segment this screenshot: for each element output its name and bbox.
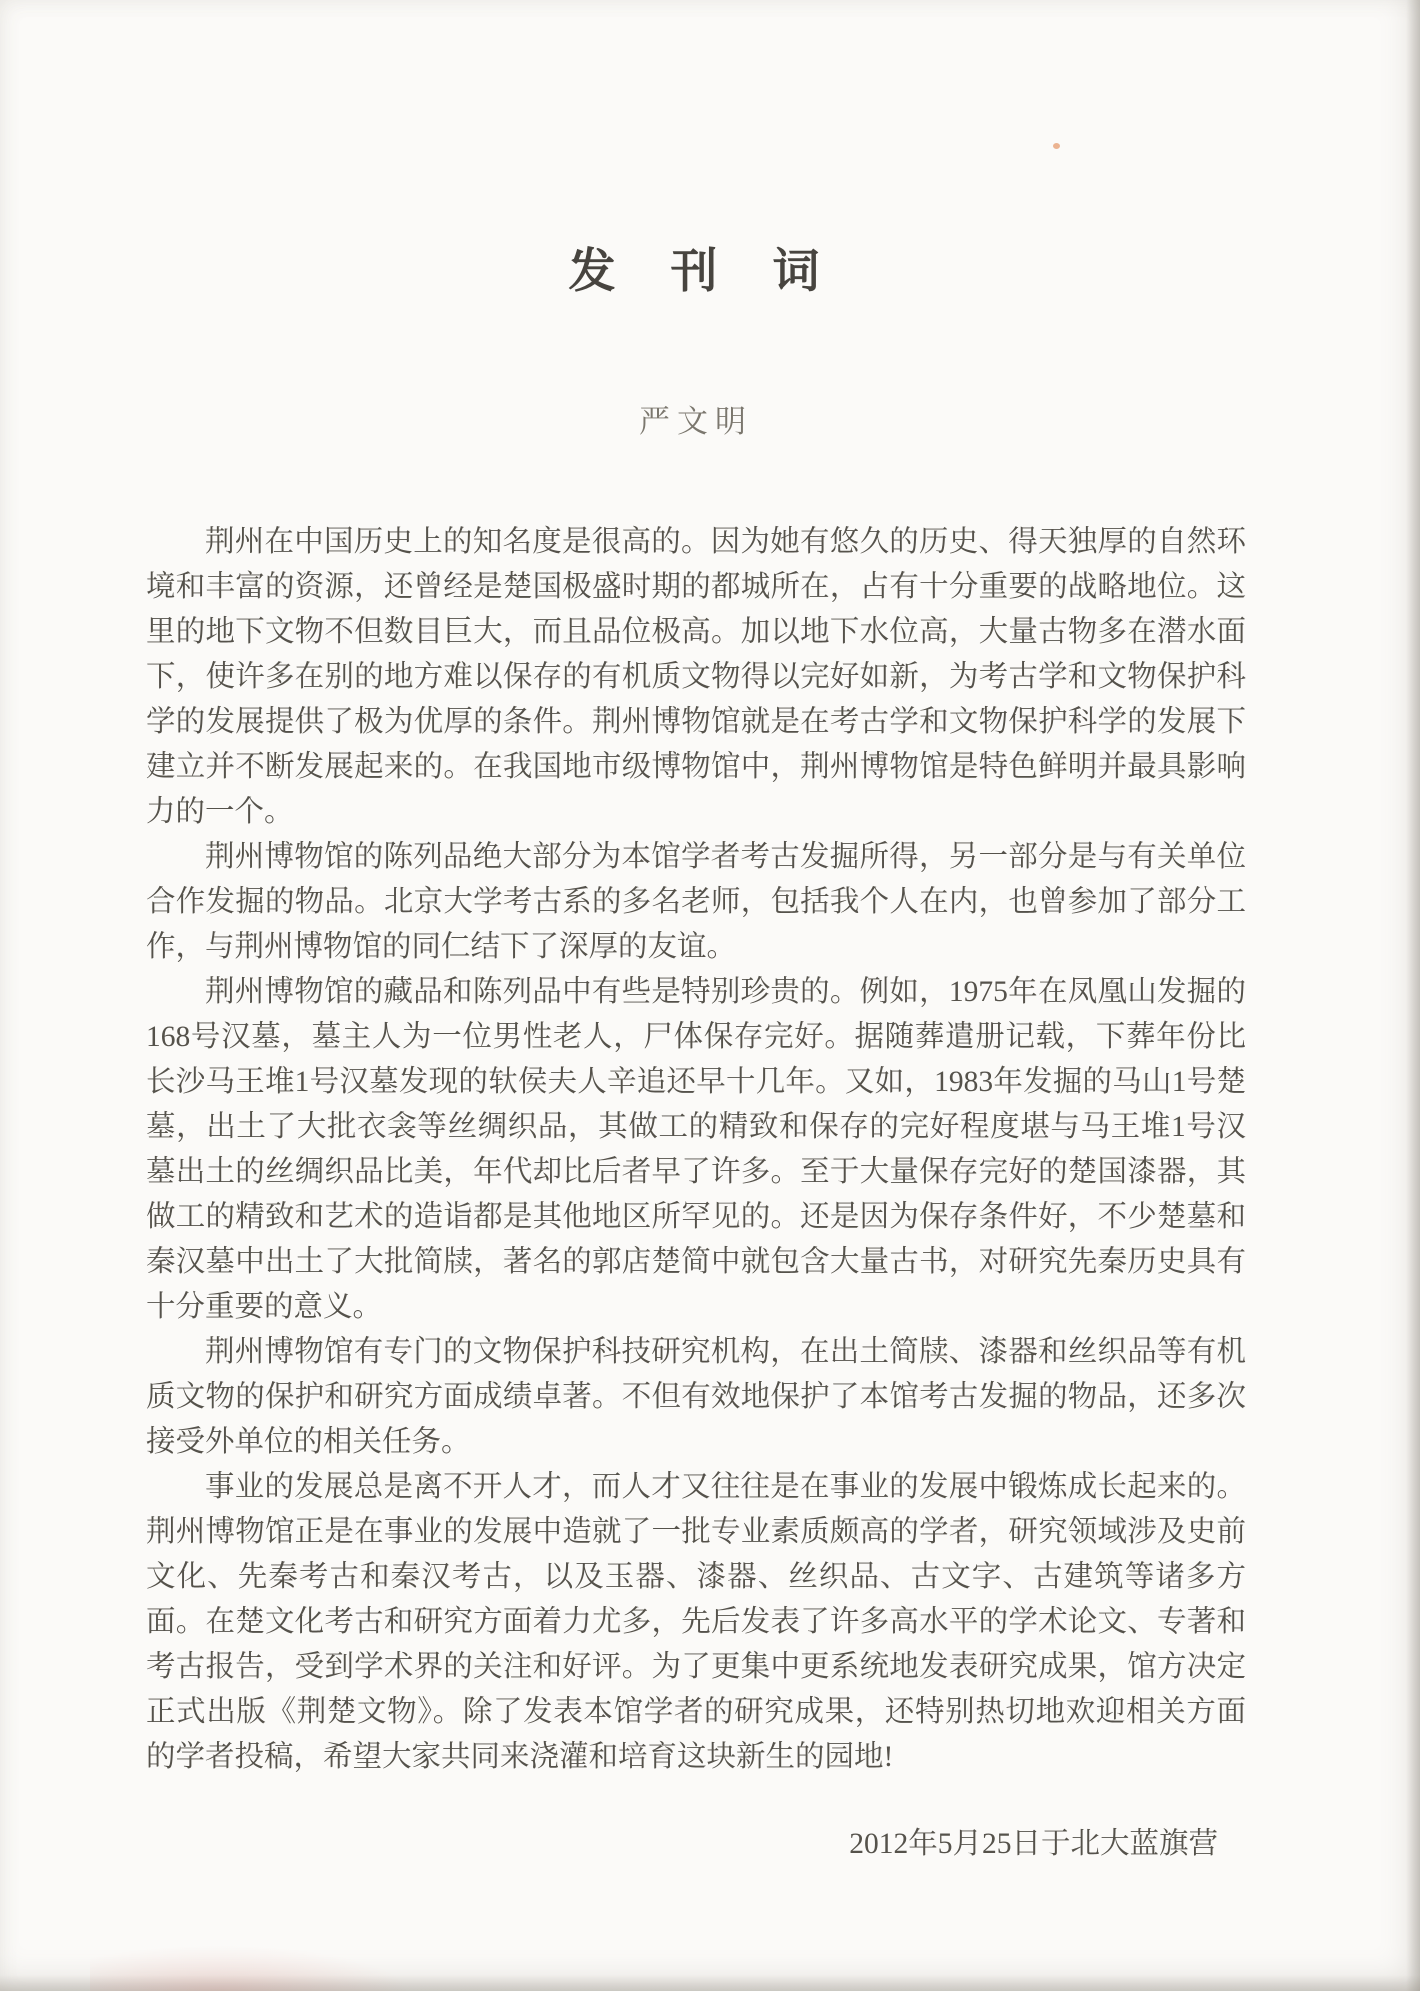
scan-edge-shadow-right bbox=[1406, 0, 1420, 1991]
foreword-paragraph-1: 荆州在中国历史上的知名度是很高的。因为她有悠久的历史、得天独厚的自然环境和丰富的资源，还曾经是楚国极盛时期的都城所在，占有十分重要的战略地位。这里的地下文物不但数目巨大，而且品位极高。加以地下水位高，大量古物多在潜水面下，使许多在别的地方难以保存的有机质文物得以完好如新，为考古学和文物保护科学的发展提供了极为优厚的条件。荆州博物馆就是在考古学和文物保护科学的发展下建立并不断发展起来的。在我国地市级博物馆中，荆州博物馆是特色鲜明并最具影响力的一个。 bbox=[146, 526, 1246, 828]
author-name: 严文明 bbox=[639, 404, 753, 439]
foreword-paragraph-5: 事业的发展总是离不开人才，而人才又往往是在事业的发展中锻炼成长起来的。荆州博物馆正是在事业的发展中造就了一批专业素质颇高的学者，研究领域涉及史前文化、先秦考古和秦汉考古，以及玉器、漆器、丝织品、古文字、古建筑等诸多方面。在楚文化考古和研究方面着力尤多，先后发表了许多高水平的学术论文、专著和考古报告，受到学术界的关注和好评。为了更集中更系统地发表研究成果，馆方决定正式出版《荆楚文物》。除了发表本馆学者的研究成果，还特别热切地欢迎相关方面的学者投稿，希望大家共同来浇灌和培育这块新生的园地! bbox=[146, 1471, 1246, 1773]
foreword-paragraph-2: 荆州博物馆的陈列品绝大部分为本馆学者考古发掘所得，另一部分是与有关单位合作发掘的物品。北京大学考古系的多名老师，包括我个人在内，也曾参加了部分工作，与荆州博物馆的同仁结下了深厚的友谊。 bbox=[146, 841, 1246, 963]
foreword-paragraph-4: 荆州博物馆有专门的文物保护科技研究机构，在出土简牍、漆器和丝织品等有机质文物的保护和研究方面成绩卓著。不但有效地保护了本馆考古发掘的物品，还多次接受外单位的相关任务。 bbox=[146, 1336, 1246, 1458]
page-title: 发 刊 词 bbox=[568, 246, 824, 299]
dateline: 2012年5月25日于北大蓝旗营 bbox=[849, 1828, 1218, 1860]
foreword-body bbox=[146, 520, 1246, 1780]
scan-artifact-dot bbox=[1053, 143, 1060, 149]
scan-smudge bbox=[90, 1945, 410, 1991]
foreword-paragraph-3: 荆州博物馆的藏品和陈列品中有些是特别珍贵的。例如，1975年在凤凰山发掘的168号汉墓，墓主人为一位男性老人，尸体保存完好。据随葬遣册记载，下葬年份比长沙马王堆1号汉墓发现的轪侯夫人辛追还早十几年。又如，1983年发掘的马山1号楚墓，出土了大批衣衾等丝绸织品，其做工的精致和保存的完好程度堪与马王堆1号汉墓出土的丝绸织品比美，年代却比后者早了许多。至于大量保存完好的楚国漆器，其做工的精致和艺术的造诣都是其他地区所罕见的。还是因为保存条件好，不少楚墓和秦汉墓中出土了大批简牍，著名的郭店楚简中就包含大量古书，对研究先秦历史具有十分重要的意义。 bbox=[146, 976, 1246, 1323]
